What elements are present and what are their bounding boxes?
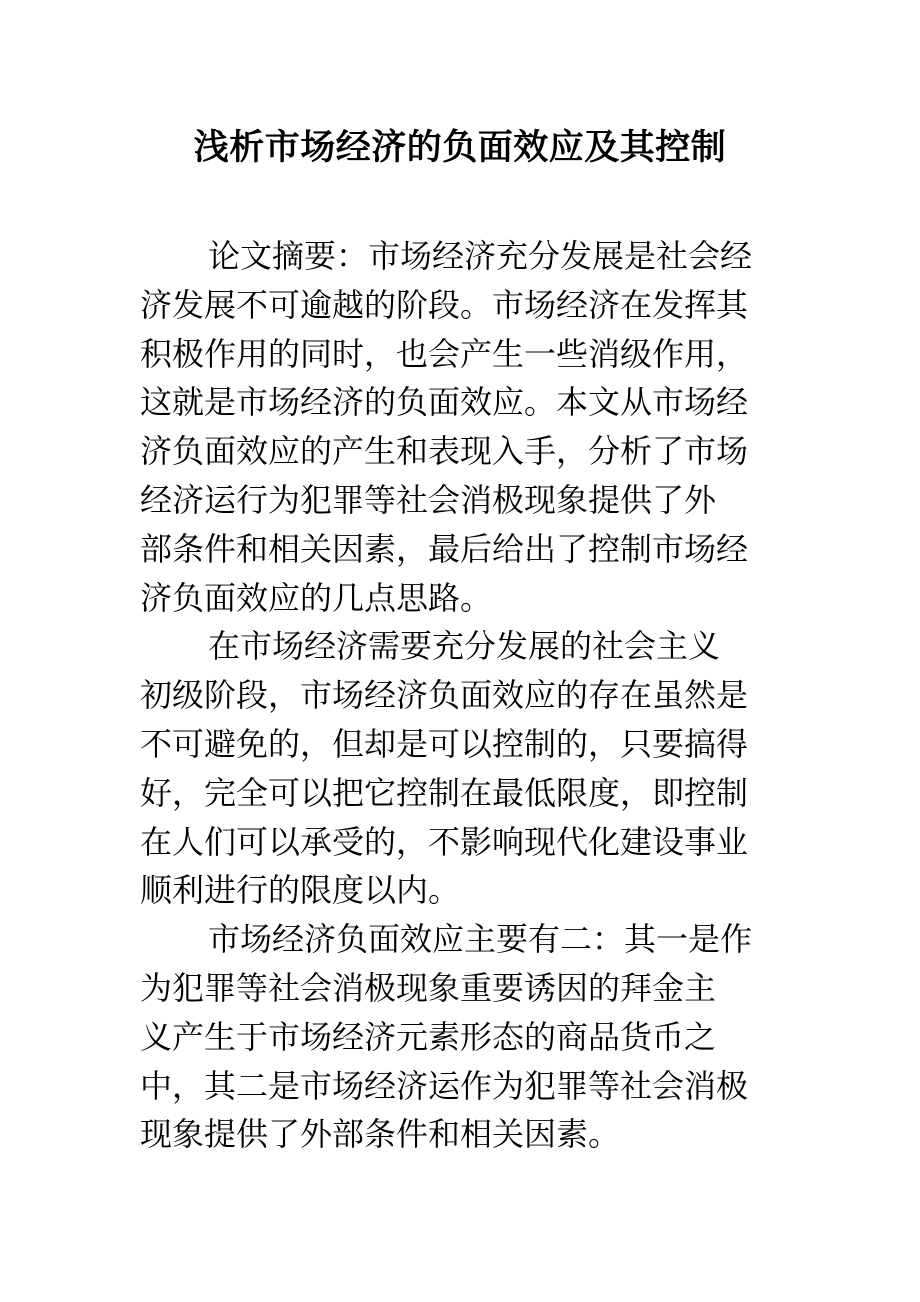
text-line: 不可避免的，但却是可以控制的，只要搞得 xyxy=(140,724,749,763)
text-line: 论文摘要：市场经济充分发展是社会经 xyxy=(208,237,753,275)
text-line: 济负面效应的产生和表现入手，分析了市场 xyxy=(140,432,749,471)
text-line: 部条件和相关因素，最后给出了控制市场经 xyxy=(140,529,749,568)
text-line: 济负面效应的几点思路。 xyxy=(140,578,493,617)
text-line: 这就是市场经济的负面效应。本文从市场经 xyxy=(140,383,749,422)
paragraph-2 xyxy=(140,622,790,915)
text-line: 初级阶段，市场经济负面效应的存在虽然是 xyxy=(140,676,749,715)
text-line: 为犯罪等社会消极现象重要诱因的拜金主 xyxy=(140,968,717,1007)
text-line: 义产生于市场经济元素形态的商品货币之 xyxy=(140,1017,717,1056)
watermark: zixin.com.cn xyxy=(384,594,659,640)
text-line: 现象提供了外部条件和相关因素。 xyxy=(140,1115,621,1154)
text-line: 济发展不可逾越的阶段。市场经济在发挥其 xyxy=(140,285,749,324)
document-title: 浅析市场经济的负面效应及其控制 xyxy=(193,127,727,168)
text-line: 在人们可以承受的，不影响现代化建设事业 xyxy=(140,822,749,861)
text-line: 顺利进行的限度以内。 xyxy=(140,871,461,910)
document-body xyxy=(140,232,790,1159)
text-line: 中，其二是市场经济运作为犯罪等社会消极 xyxy=(140,1066,749,1105)
text-line: 经济运行为犯罪等社会消极现象提供了外 xyxy=(140,480,717,519)
text-line: 好，完全可以把它控制在最低限度，即控制 xyxy=(140,773,749,812)
paragraph-abstract xyxy=(140,232,790,622)
text-line: 积极作用的同时，也会产生一些消级作用， xyxy=(140,334,749,373)
text-line: 在市场经济需要充分发展的社会主义 xyxy=(208,627,721,666)
paragraph-3 xyxy=(140,915,790,1159)
text-line: 市场经济负面效应主要有二：其一是作 xyxy=(208,920,753,959)
